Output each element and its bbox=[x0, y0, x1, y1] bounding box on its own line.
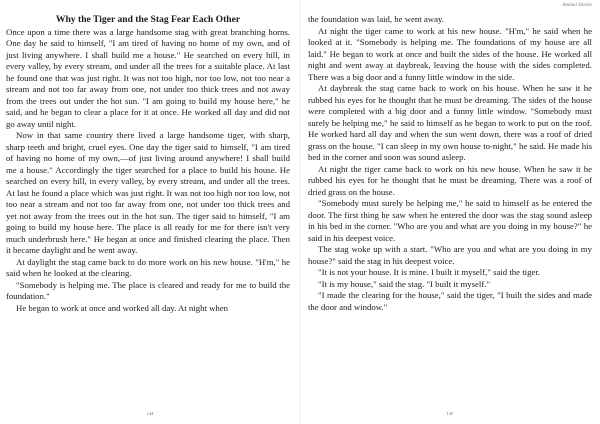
running-head-right: Animal Stories bbox=[562, 3, 592, 8]
paragraph: The stag woke up with a start. "Who are you and what are you doing in my house?" said the stag in his deepest voice. bbox=[308, 244, 592, 266]
paragraph: "It is my house," said the stag. "I built it myself." bbox=[318, 278, 491, 289]
paragraph: At night the tiger came back to work on his new house. When he saw it he rubbed his eyes for he thought that he must be dreaming. There was a roof of dried grass on the house. bbox=[308, 163, 592, 197]
paragraph: Once upon a time there was a large handsome stag with great branching horns. One day he said to himself, "I am tired of having no home of my own, and of just living anywhere. I shall build me a house." He searched on every hill, in every valley, by every stream, and under all the trees for a suitable place. At last he found one that was just right. It was not too high, nor too low, not too near a stream and not too far away from one, not under too thick trees and not away from the trees out under the hot sun. "I am going to build my house here," he said, and he began to clear a place for it at once. He worked all day and did not go away until night. bbox=[6, 26, 290, 129]
paragraph: the foundation was laid, he went away. bbox=[308, 14, 444, 24]
page-number-left: 144 bbox=[146, 411, 154, 416]
paragraph: At night the tiger came to work at his new house. "H'm," he said when he looked at it. "Somebody is helping me. The foundations of my house are all laid." He began to work at once and built the sides of the house. He worked all night and went away at daybreak, leaving the house with the sides completed. There was a big door and a funny little window in the side. bbox=[308, 25, 592, 82]
paragraph: Now in that same country there lived a large handsome tiger, with sharp, sharp teeth and bright, cruel eyes. One day the tiger said to himself, "I am tired of having no home of my own,—of just living around anywhere! I shall build me a house." Accordingly the tiger searched for a place to build his house. He searched on every hill, in every valley, by every stream, and under all the trees. At last he found a place which was just right. It was not too high nor too low, not too near a stream and not too far away from one, not under too thick trees and yet not away from the trees out in the hot sun. The tiger said to himself, "I am going to build my house here. The place is all ready for me for there isn't very much underbrush here." He began at once and finished clearing the place. Then it became daylight and he went away. bbox=[6, 130, 290, 255]
chapter-title: Why the Tiger and the Stag Fear Each Other bbox=[55, 14, 241, 25]
paragraph: At daybreak the stag came back to work on his house. When he saw it he rubbed his eyes for he thought that he must be dreaming. The sides of the house were completed with a big door and a funny little window. "Somebody must surely be helping me," he said to himself as he began to work to put on the roof. He worked hard all day and when the sun went down, there was a roof of dried grass on the house. "I can sleep in my own house to-night," he said. He made his bed in the corner and soon was sound asleep. bbox=[308, 83, 592, 162]
paragraph: He began to work at once and worked all day. At night when bbox=[16, 302, 229, 313]
right-page bbox=[300, 0, 600, 424]
paragraph: At daylight the stag came back to do more work on his new house. "H'm," he said when he looked at the clearing. bbox=[6, 256, 290, 278]
paragraph: "I made the clearing for the house," said the tiger, "I built the sides and made the door and window." bbox=[308, 290, 592, 312]
paragraph: "Somebody is helping me. The place is cleared and ready for me to build the foundation." bbox=[6, 279, 290, 301]
page-number-right: 145 bbox=[446, 411, 454, 416]
paragraph: "Somebody must surely be helping me," he said to himself as he entered the door. The first thing he saw when he entered the door was the stag sound asleep in his bed in the corner. "Who are you and what are you doing in my house?" he said in his deepest voice. bbox=[308, 198, 592, 243]
paragraph: "It is not your house. It is mine. I built it myself," said the tiger. bbox=[318, 267, 540, 277]
